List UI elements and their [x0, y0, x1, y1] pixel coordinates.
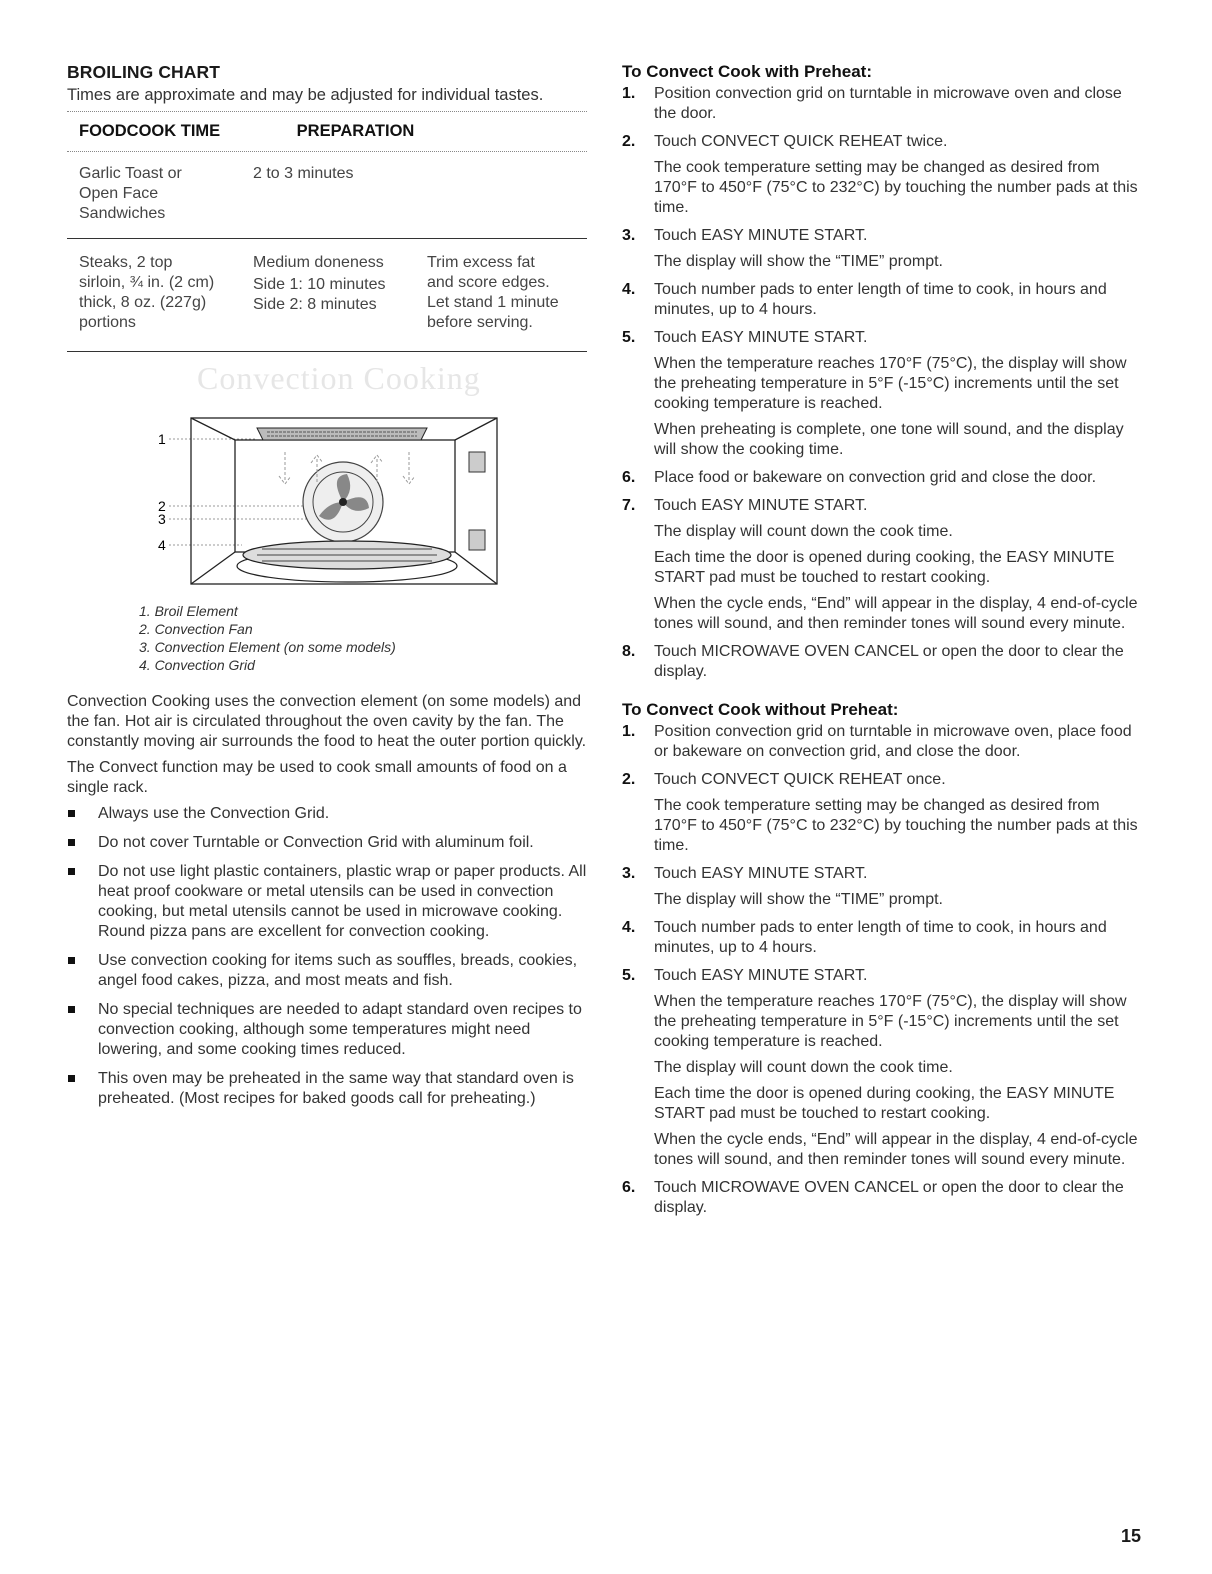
table-cell-preparation: Trim excess fat and score edges. Let stand 1 minute before serving. [427, 254, 559, 331]
figure-captions [139, 602, 396, 674]
step-number: 3. [622, 227, 636, 244]
bullet-icon [68, 868, 75, 875]
step-number: 6. [622, 469, 636, 486]
step-item [622, 280, 1142, 320]
bullet-icon [68, 839, 75, 846]
caption-2: 2. Convection Fan [139, 621, 253, 637]
broil-element-icon [257, 428, 427, 440]
list-item: Do not cover Turntable or Convection Grid with aluminum foil. [67, 833, 587, 853]
bullet-icon [68, 957, 75, 964]
broiling-table [67, 112, 587, 149]
bullet-list [67, 804, 587, 1109]
step-note: The cook temperature setting may be changed as desired from 170°F to 450°F (75°C to 232°C) by touching the number pads at this time. [654, 797, 1138, 854]
step-number: 5. [622, 329, 636, 346]
convection-figure [67, 352, 587, 692]
list-item: Use convection cooking for items such as souffles, breads, cookies, angel food cakes, pizza, and most meats and fish. [67, 951, 587, 991]
step-item [622, 918, 1142, 958]
step-text: Touch EASY MINUTE START. [654, 329, 868, 346]
step-note: The display will show the “TIME” prompt. [654, 253, 943, 270]
paragraph: Convection Cooking uses the convection element (on some models) and the fan. Hot air is circulated throughout the oven cavity by the fan. The constantly moving air surrounds the food to heat the outer portion quickly. [67, 693, 587, 750]
step-item [622, 966, 1142, 1170]
step-item [622, 642, 1142, 682]
step-note: When the cycle ends, “End” will appear in the display, 4 end-of-cycle tones will sound, and then reminder tones will sound every minute. [654, 595, 1138, 632]
step-note: When preheating is complete, one tone will sound, and the display will show the cooking time. [654, 421, 1124, 458]
callout-4: 4 [158, 537, 166, 553]
table-header-preparation: PREPARATION [296, 122, 415, 140]
step-note: The cook temperature setting may be changed as desired from 170°F to 450°F (75°C to 232°C) by touching the number pads at this time. [654, 159, 1138, 216]
step-note: Each time the door is opened during cooking, the EASY MINUTE START pad must be touched to restart cooking. [654, 549, 1115, 586]
list-item: This oven may be preheated in the same way that standard oven is preheated. (Most recipes for baked goods call for preheating.) [67, 1069, 587, 1109]
step-number: 1. [622, 85, 636, 102]
step-text: Touch number pads to enter length of time to cook, in hours and minutes, up to 4 hours. [654, 919, 1107, 956]
step-text: Touch EASY MINUTE START. [654, 497, 868, 514]
step-text: Touch MICROWAVE OVEN CANCEL or open the door to clear the display. [654, 1179, 1124, 1216]
step-text: Touch MICROWAVE OVEN CANCEL or open the door to clear the display. [654, 643, 1124, 680]
step-text: Place food or bakeware on convection grid and close the door. [654, 469, 1097, 486]
step-note: The display will count down the cook time. [654, 1059, 953, 1076]
row-divider [67, 238, 587, 239]
broiling-chart-title: BROILING CHART [67, 62, 221, 82]
callout-3: 3 [158, 511, 166, 527]
step-text: Position convection grid on turntable in microwave oven, place food or bakeware on convection grid, and close the door. [654, 723, 1132, 760]
step-item [622, 770, 1142, 856]
step-item [622, 468, 1142, 488]
step-text: Touch CONVECT QUICK REHEAT twice. [654, 133, 948, 150]
step-text: Position convection grid on turntable in microwave oven and close the door. [654, 85, 1122, 122]
left-column [67, 62, 587, 1118]
callout-1: 1 [158, 431, 166, 447]
step-number: 2. [622, 771, 636, 788]
list-item: No special techniques are needed to adapt standard oven recipes to convection cooking, although some temperatures might need lowering, and some cooking times reduced. [67, 1000, 587, 1060]
step-text: Touch number pads to enter length of time to cook, in hours and minutes, up to 4 hours. [654, 281, 1107, 318]
step-item [622, 864, 1142, 910]
callout-2: 2 [158, 498, 166, 514]
convection-fan-icon [303, 462, 383, 542]
table-cell-cook-time: Medium doneness Side 1: 10 minutes Side 2: 8 minutes [253, 254, 386, 313]
bullet-icon [68, 1075, 75, 1082]
oven-diagram [67, 352, 587, 602]
step-number: 4. [622, 919, 636, 936]
step-item [622, 1178, 1142, 1218]
step-note: The display will count down the cook time. [654, 523, 953, 540]
step-text: Touch EASY MINUTE START. [654, 865, 868, 882]
table-cell-food: Garlic Toast or Open Face Sandwiches [79, 165, 182, 222]
step-note: When the temperature reaches 170°F (75°C), the display will show the preheating temperature in 5°F (-15°C) increments until the set cooking temperature is reached. [654, 355, 1127, 412]
step-note: When the temperature reaches 170°F (75°C), the display will show the preheating temperature in 5°F (-15°C) increments until the set cooking temperature is reached. [654, 993, 1127, 1050]
broiling-table-body [67, 164, 587, 224]
table-row [67, 253, 587, 333]
step-item [622, 328, 1142, 460]
table-header-food: FOOD [79, 122, 127, 140]
table-row [67, 164, 587, 224]
vent-icon [469, 452, 485, 550]
paragraph: The Convect function may be used to cook small amounts of food on a single rack. [67, 759, 567, 796]
step-number: 7. [622, 497, 636, 514]
table-cell-cook-time: 2 to 3 minutes [253, 165, 354, 182]
no-preheat-steps [622, 722, 1142, 1218]
step-item [622, 84, 1142, 124]
page-number: 15 [1121, 1526, 1142, 1546]
step-item [622, 132, 1142, 218]
step-item [622, 722, 1142, 762]
step-item [622, 226, 1142, 272]
section-title-no-preheat: To Convect Cook without Preheat: [622, 700, 899, 719]
step-number: 5. [622, 967, 636, 984]
figure-title: Convection Cooking [197, 360, 481, 396]
right-column [622, 62, 1142, 1226]
step-number: 6. [622, 1179, 636, 1196]
section-title-preheat: To Convect Cook with Preheat: [622, 62, 872, 81]
step-number: 8. [622, 643, 636, 660]
divider [67, 151, 587, 152]
bullet-icon [68, 1006, 75, 1013]
step-text: Touch CONVECT QUICK REHEAT once. [654, 771, 946, 788]
step-number: 1. [622, 723, 636, 740]
step-note: Each time the door is opened during cooking, the EASY MINUTE START pad must be touched to restart cooking. [654, 1085, 1115, 1122]
preheat-steps [622, 84, 1142, 682]
caption-1: 1. Broil Element [139, 603, 238, 619]
table-cell-preparation [427, 164, 587, 224]
step-text: Touch EASY MINUTE START. [654, 967, 868, 984]
step-number: 4. [622, 281, 636, 298]
convection-grid-icon [237, 541, 457, 582]
list-item: Do not use light plastic containers, plastic wrap or paper products. All heat proof cookware or metal utensils can be used in convection cooking, but metal utensils cannot be used in microwave cooking. Round pizza pans are excellent for convection cooking. [67, 862, 587, 942]
step-text: Touch EASY MINUTE START. [654, 227, 868, 244]
table-cell-food: Steaks, 2 top sirloin, ¾ in. (2 cm) thick, 8 oz. (227g) portions [79, 254, 215, 331]
caption-4: 4. Convection Grid [139, 657, 255, 673]
table-header-cook-time: COOK TIME [126, 122, 221, 140]
step-note: The display will show the “TIME” prompt. [654, 891, 943, 908]
list-item: Always use the Convection Grid. [67, 804, 587, 824]
bullet-icon [68, 810, 75, 817]
broiling-table-body-2 [67, 253, 587, 333]
step-number: 2. [622, 133, 636, 150]
step-item [622, 496, 1142, 634]
step-note: When the cycle ends, “End” will appear in the display, 4 end-of-cycle tones will sound, and then reminder tones will sound every minute. [654, 1131, 1138, 1168]
step-number: 3. [622, 865, 636, 882]
caption-3: 3. Convection Element (on some models) [139, 639, 396, 655]
broiling-chart-intro: Times are approximate and may be adjusted for individual tastes. [67, 86, 544, 104]
